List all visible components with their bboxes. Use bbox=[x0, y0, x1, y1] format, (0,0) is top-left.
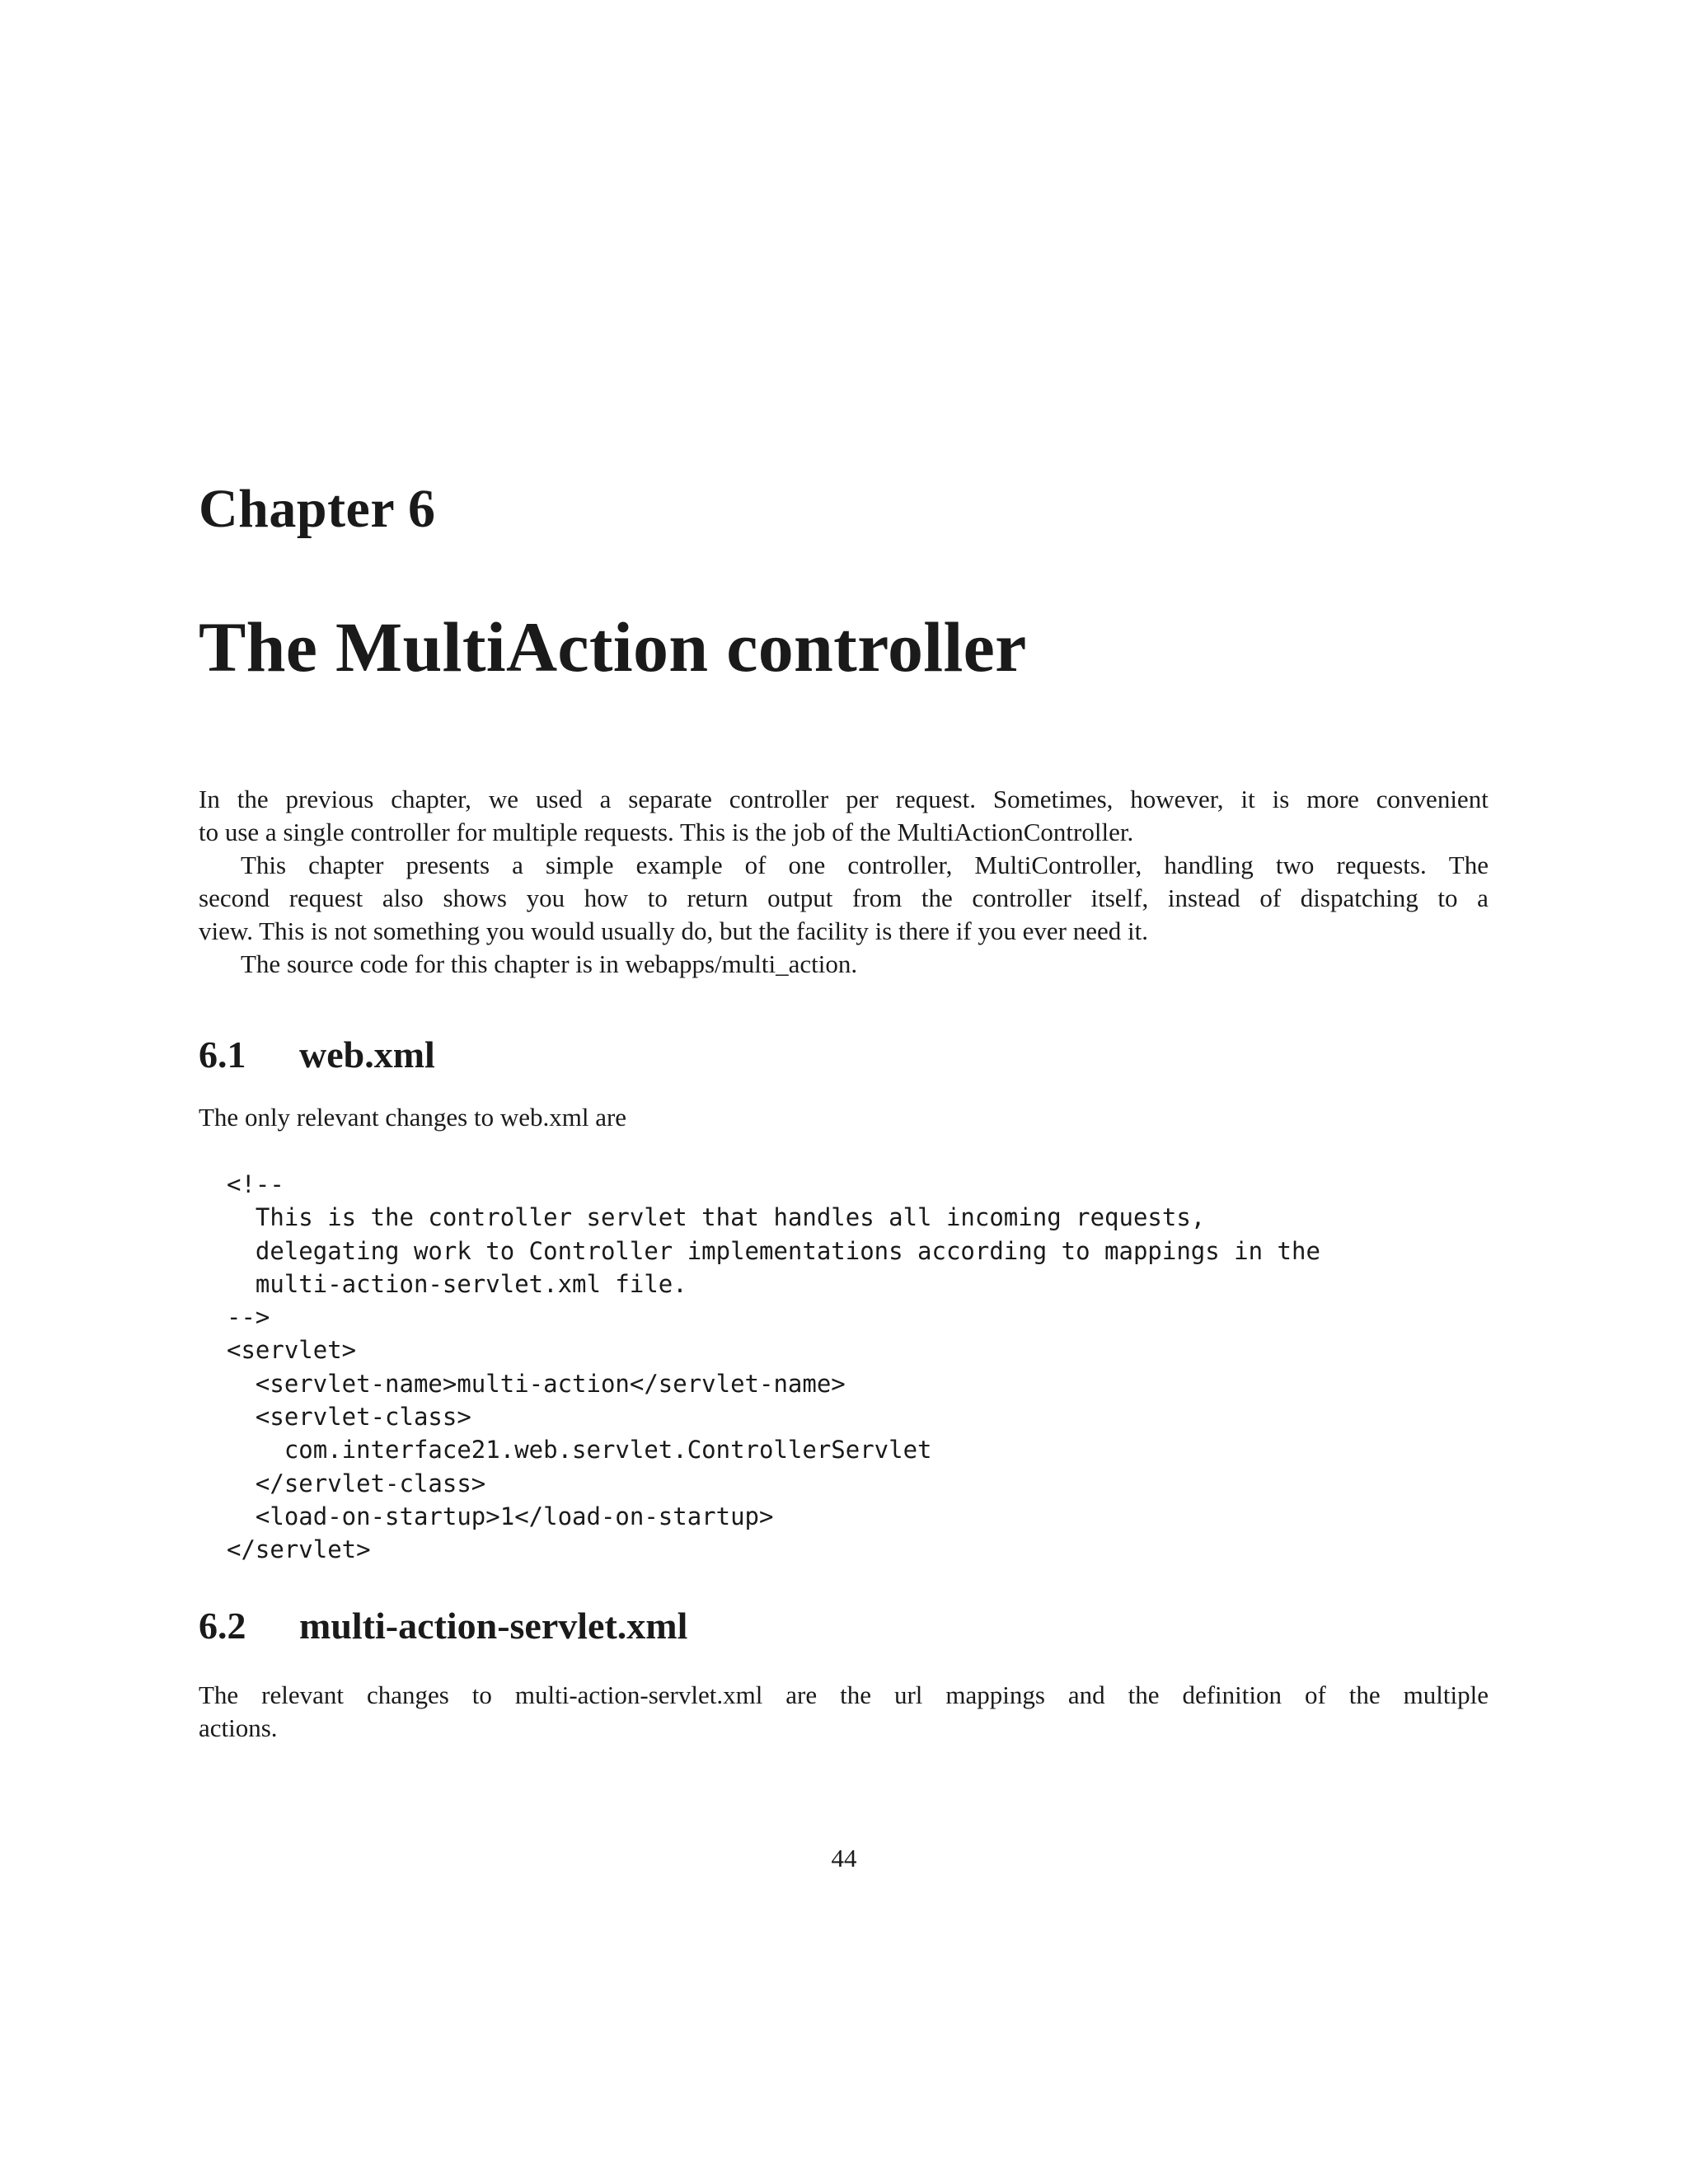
section-2-text bbox=[199, 1679, 1489, 1745]
word: relevant bbox=[261, 1680, 344, 1709]
word: In bbox=[199, 785, 220, 813]
word: mappings bbox=[945, 1680, 1045, 1709]
word: of bbox=[1304, 1680, 1326, 1709]
word: of bbox=[744, 851, 767, 879]
word: of bbox=[1259, 883, 1282, 912]
word: itself, bbox=[1090, 883, 1149, 912]
section-2-line2: actions. bbox=[199, 1713, 278, 1742]
word: Sometimes, bbox=[992, 785, 1114, 813]
word: chapter bbox=[308, 851, 384, 879]
word: it bbox=[1240, 785, 1255, 813]
word: return bbox=[687, 883, 748, 912]
word: simple bbox=[545, 851, 614, 879]
page-number: 44 bbox=[831, 1844, 857, 1872]
intro-p3: The source code for this chapter is in webapps/multi_action. bbox=[241, 949, 858, 978]
word: The bbox=[199, 1680, 239, 1709]
word: controller, bbox=[847, 851, 953, 879]
word: multi-action-servlet.xml bbox=[514, 1680, 763, 1709]
word: also bbox=[382, 883, 424, 912]
intro-p1-line1 bbox=[199, 783, 1489, 816]
section-number: 6.2 bbox=[199, 1605, 246, 1647]
intro-text bbox=[199, 783, 1489, 981]
intro-p2-line1 bbox=[199, 849, 1489, 882]
section-heading-6-1 bbox=[199, 1032, 1489, 1078]
word: request. bbox=[895, 785, 976, 813]
word: from bbox=[851, 883, 903, 912]
section-heading-6-2 bbox=[199, 1603, 1489, 1649]
word: two bbox=[1275, 851, 1315, 879]
word: is bbox=[1272, 785, 1290, 813]
chapter-title: The MultiAction controller bbox=[199, 607, 1027, 687]
word: we bbox=[488, 785, 518, 813]
word: and bbox=[1067, 1680, 1105, 1709]
word: the bbox=[237, 785, 269, 813]
word: request bbox=[288, 883, 363, 912]
word: previous bbox=[285, 785, 374, 813]
word: to bbox=[471, 1680, 492, 1709]
word: you bbox=[526, 883, 565, 912]
section-title: web.xml bbox=[299, 1033, 435, 1076]
section-title: multi-action-servlet.xml bbox=[299, 1605, 688, 1647]
word: chapter, bbox=[391, 785, 471, 813]
word: how bbox=[584, 883, 629, 912]
word: url bbox=[893, 1680, 923, 1709]
word: instead bbox=[1167, 883, 1240, 912]
word: the bbox=[1128, 1680, 1160, 1709]
word: separate bbox=[628, 785, 712, 813]
code-listing-web-xml: <!-- This is the controller servlet that handles all incoming requests, delegating work to Controller implementations according to mappings in the multi-action-servlet.xml file. --> <servlet> <servlet-name>multi-action</servlet-name> <servlet-class> com.interface21.web.servlet.ControllerServlet </servlet-class> <load-on-startup>1</load-on-startup> </servlet> bbox=[227, 1170, 1320, 1564]
word: multiple bbox=[1403, 1680, 1489, 1709]
section-2-line1 bbox=[199, 1679, 1489, 1712]
word: MultiController, bbox=[974, 851, 1142, 879]
intro-p2-line3: view. This is not something you would usually do, but the facility is there if you ever need it. bbox=[199, 916, 1148, 945]
word: per bbox=[846, 785, 879, 813]
word: the bbox=[921, 883, 953, 912]
word: used bbox=[535, 785, 583, 813]
word: example bbox=[635, 851, 723, 879]
chapter-label: Chapter 6 bbox=[199, 479, 436, 539]
word: controller bbox=[972, 883, 1071, 912]
intro-p1-line2: to use a single controller for multiple requests. This is the job of the MultiActionController. bbox=[199, 818, 1134, 846]
word: to bbox=[647, 883, 668, 912]
word: the bbox=[840, 1680, 871, 1709]
word: a bbox=[599, 785, 612, 813]
section-1-text: The only relevant changes to web.xml are bbox=[199, 1103, 627, 1132]
word: handling bbox=[1164, 851, 1254, 879]
word: the bbox=[1348, 1680, 1381, 1709]
word: shows bbox=[443, 883, 507, 912]
word: to bbox=[1437, 883, 1458, 912]
word: controller bbox=[729, 785, 829, 813]
section-number: 6.1 bbox=[199, 1033, 246, 1076]
word: more bbox=[1306, 785, 1359, 813]
word: are bbox=[785, 1680, 818, 1709]
word: This bbox=[241, 851, 287, 879]
word: convenient bbox=[1376, 785, 1489, 813]
word: second bbox=[199, 883, 270, 912]
intro-p2-line2 bbox=[199, 882, 1489, 915]
word: The bbox=[1448, 851, 1489, 879]
word: changes bbox=[366, 1680, 449, 1709]
word: presents bbox=[406, 851, 490, 879]
word: one bbox=[788, 851, 826, 879]
word: requests. bbox=[1336, 851, 1427, 879]
word: output bbox=[767, 883, 833, 912]
word: a bbox=[512, 851, 523, 879]
word: dispatching bbox=[1300, 883, 1418, 912]
word: a bbox=[1477, 883, 1489, 912]
word: however, bbox=[1130, 785, 1224, 813]
word: definition bbox=[1182, 1680, 1282, 1709]
